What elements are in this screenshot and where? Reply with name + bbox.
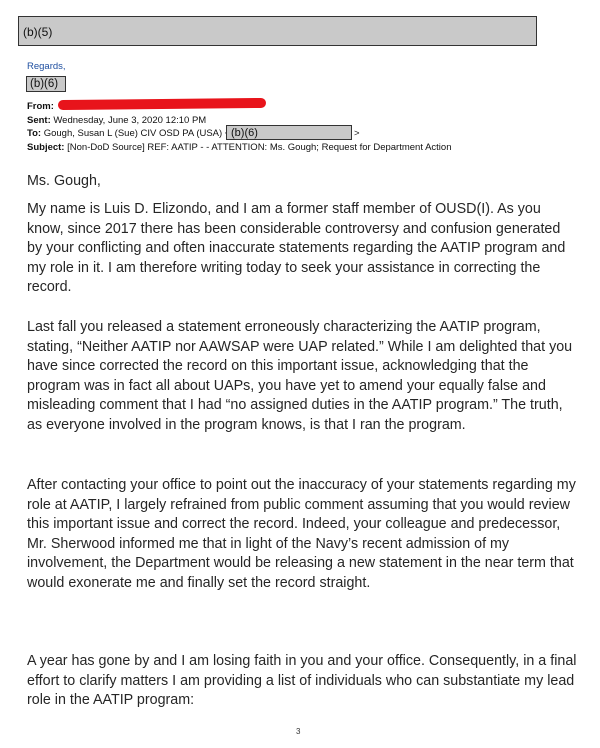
email-sent-line: [27, 115, 206, 126]
top-redaction-box: [18, 16, 537, 46]
signature-redaction-code: (b)(6): [30, 78, 59, 90]
letter-salutation: Ms. Gough,: [27, 173, 101, 189]
signature-redaction-box: [26, 76, 66, 92]
email-from-line: [27, 101, 54, 112]
letter-paragraph: My name is Luis D. Elizondo, and I am a former staff member of OUSD(I). As you know, since 2017 there has been considerable controversy and confusion generated by your conflicting and often inaccurate statements regarding the AATIP program and my role in it. I am therefore writing today to seek your assistance in correcting the record.: [27, 201, 566, 295]
letter-paragraph: A year has gone by and I am losing faith in you and your office. Consequently, in a final effort to clarify matters I am providing a list of individuals who can substantiate my lead role in the AATIP program:: [27, 653, 577, 708]
page-number: 3: [296, 727, 301, 736]
to-email-close-bracket: >: [354, 128, 360, 139]
top-redaction-code: (b)(5): [23, 25, 53, 39]
to-email-redaction-code: (b)(6): [231, 127, 258, 139]
sent-value: Wednesday, June 3, 2020 12:10 PM: [53, 115, 207, 126]
from-redaction-mark: [58, 98, 266, 110]
sent-label: Sent:: [27, 115, 51, 126]
letter-paragraph: Last fall you released a statement erroneously characterizing the AATIP program, stating, “Neither AATIP nor AAWSAP were UAP related.” While I am delighted that you have since corrected the record on this important issue, acknowledging that the program was in fact all about UAPs, you have yet to amend your equally false and misleading comment that I had “no assigned duties in the AATIP program.” The truth, as everyone involved in the program knows, is that I ran the program.: [27, 319, 573, 433]
subject-value: [Non-DoD Source] REF: AATIP - - ATTENTION: Ms. Gough; Request for Department Action: [67, 142, 452, 153]
to-email-redaction-box: [226, 125, 352, 140]
letter-paragraph: After contacting your office to point out the inaccuracy of your statements regarding my role at AATIP, I largely refrained from public comment assuming that you would review this important issue and correct the record. Indeed, your colleague and predecessor, Mr. Sherwood informed me that in light of the Navy’s recent admission of my involvement, the Department would be releasing a new statement in the near term that would exonerate me and finally set the record straight.: [27, 477, 576, 591]
subject-label: Subject:: [27, 142, 65, 153]
signoff-regards: Regards,: [27, 61, 66, 72]
to-value: Gough, Susan L (Sue) CIV OSD PA (USA): [43, 128, 223, 139]
from-label: From:: [27, 101, 54, 112]
to-label: To:: [27, 128, 42, 139]
email-to-line: [27, 128, 230, 139]
email-subject-line: [27, 142, 451, 153]
